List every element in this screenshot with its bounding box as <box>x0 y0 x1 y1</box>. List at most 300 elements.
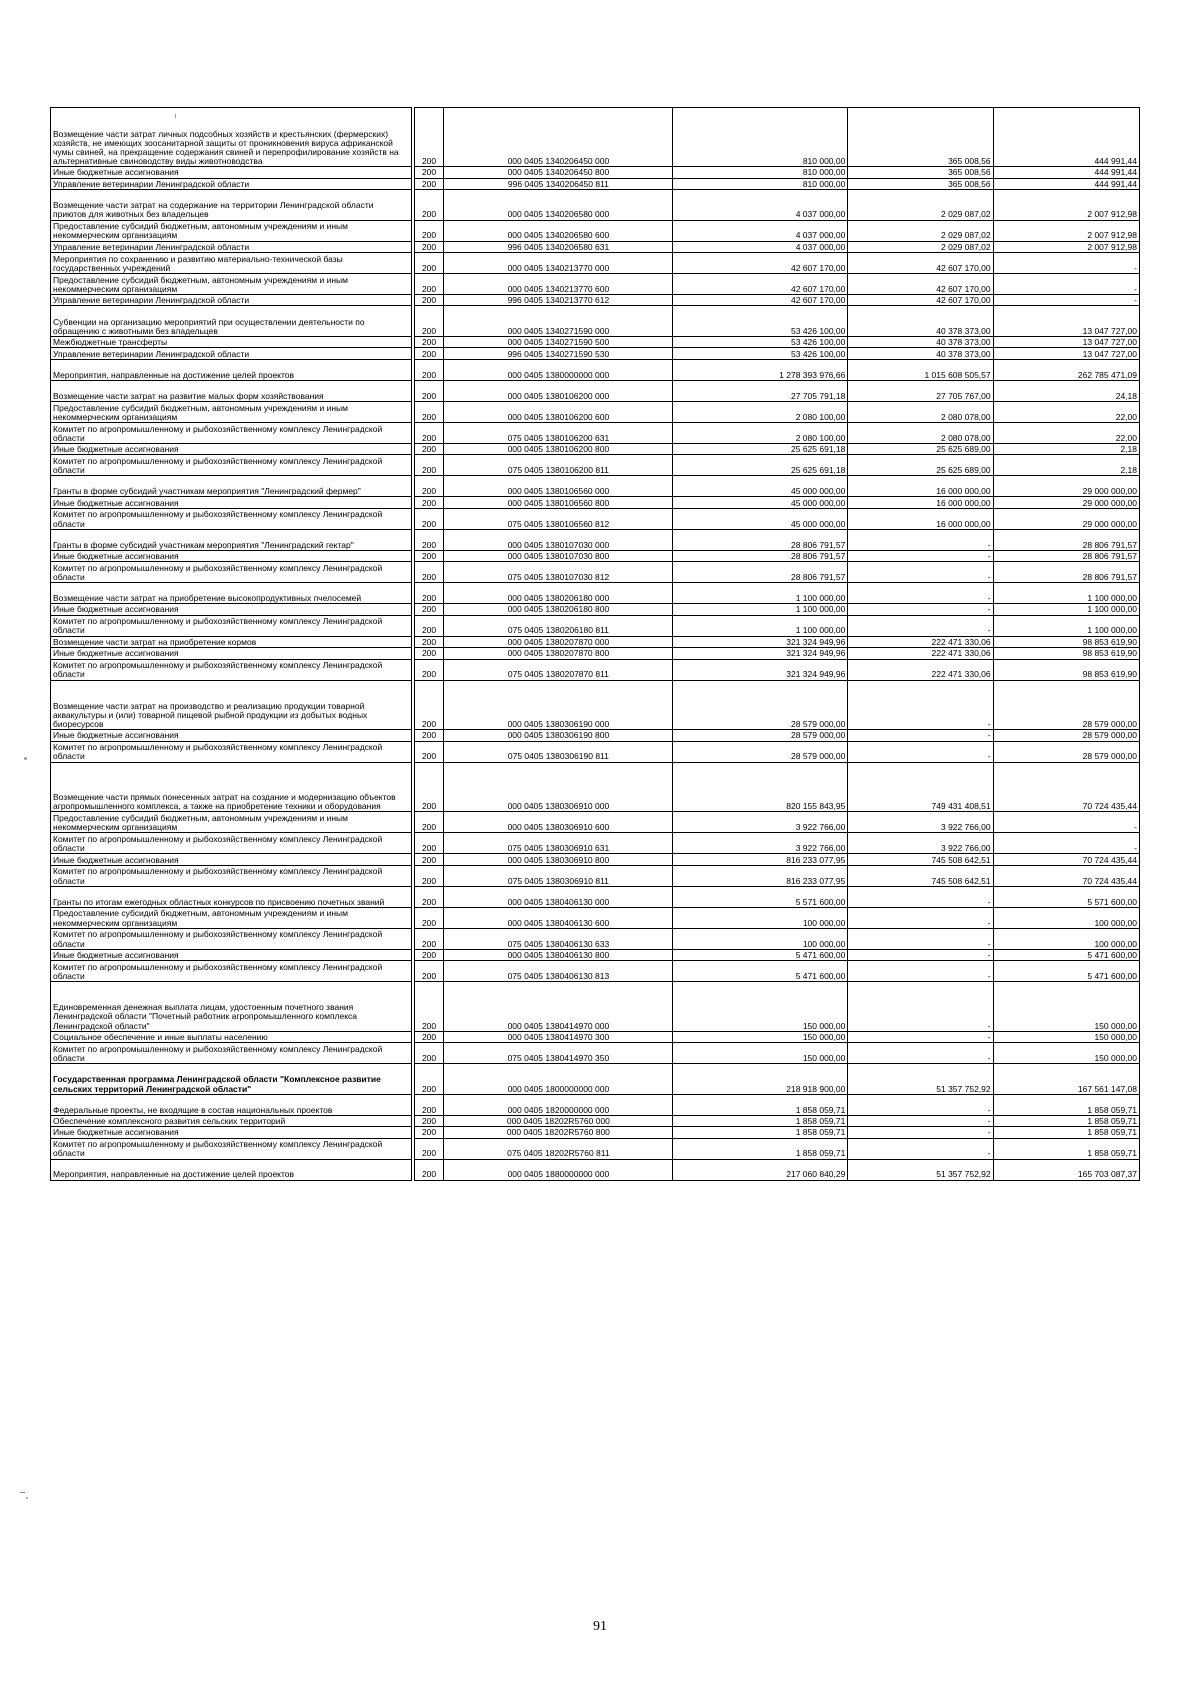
row-executed-amount: 42 607 170,00 <box>848 253 993 274</box>
row-plan-amount: 150 000,00 <box>673 1043 848 1064</box>
row-executed-amount: - <box>848 730 993 741</box>
row-budget-code: 075 0405 1380406130 633 <box>444 928 673 949</box>
row-executed-amount: - <box>848 1031 993 1042</box>
row-name: Комитет по агропромышленному и рыбохозяйственному комплексу Ленинградской области <box>51 833 412 854</box>
row-executed-amount: 745 508 642,51 <box>848 865 993 886</box>
row-name: Мероприятия, направленные на достижение целей проектов <box>51 359 412 380</box>
row-line-code: 200 <box>414 1159 444 1180</box>
row-remaining-amount: - <box>993 274 1139 295</box>
row-name: Социальное обеспечение и иные выплаты населению <box>51 1031 412 1042</box>
row-name: Возмещение части затрат на приобретение кормов <box>51 636 412 647</box>
row-budget-code: 000 0405 1380106560 000 <box>444 476 673 497</box>
row-plan-amount: 2 080 100,00 <box>673 422 848 443</box>
row-name: Иные бюджетные ассигнования <box>51 1127 412 1138</box>
row-executed-amount: 2 080 078,00 <box>848 401 993 422</box>
row-name: Обеспечение комплексного развития сельских территорий <box>51 1115 412 1126</box>
row-plan-amount: 816 233 077,95 <box>673 854 848 865</box>
row-line-code: 200 <box>414 648 444 659</box>
row-plan-amount: 4 037 000,00 <box>673 241 848 252</box>
row-line-code: 200 <box>414 359 444 380</box>
row-name: Мероприятия по сохранению и развитию материально-технической базы государственных учреждений <box>51 253 412 274</box>
row-line-code: 200 <box>414 865 444 886</box>
row-budget-code: 000 0405 1340271590 500 <box>444 337 673 348</box>
row-executed-amount: - <box>848 961 993 982</box>
row-name: Комитет по агропромышленному и рыбохозяйственному комплексу Ленинградской области <box>51 1138 412 1159</box>
row-name: Предоставление субсидий бюджетным, автономным учреждениям и иным некоммерческим организациям <box>51 907 412 928</box>
row-executed-amount: 222 471 330,06 <box>848 648 993 659</box>
row-name: Управление ветеринарии Ленинградской области <box>51 348 412 359</box>
row-name: Иные бюджетные ассигнования <box>51 550 412 561</box>
row-plan-amount: 810 000,00 <box>673 108 848 167</box>
row-name: Комитет по агропромышленному и рыбохозяйственному комплексу Ленинградской области <box>51 508 412 529</box>
row-line-code: 200 <box>414 295 444 306</box>
row-line-code: 200 <box>414 167 444 178</box>
row-name: Возмещение части затрат на производство и реализацию продукции товарной аквакультуры и (или) товарной пищевой рыбной продукции из добытых водных биоресурсов <box>51 680 412 730</box>
row-plan-amount: 25 625 691,18 <box>673 455 848 476</box>
row-line-code: 200 <box>414 220 444 241</box>
row-line-code: 200 <box>414 253 444 274</box>
row-remaining-amount: 1 858 059,71 <box>993 1115 1139 1126</box>
table-row <box>51 295 1140 306</box>
table-row <box>51 220 1140 241</box>
row-plan-amount: 150 000,00 <box>673 982 848 1032</box>
row-name: Предоставление субсидий бюджетным, автономным учреждениям и иным некоммерческим организациям <box>51 812 412 833</box>
row-budget-code: 000 0405 1380306190 800 <box>444 730 673 741</box>
row-remaining-amount: 13 047 727,00 <box>993 337 1139 348</box>
row-remaining-amount: 70 724 435,44 <box>993 762 1139 812</box>
row-remaining-amount: 5 471 600,00 <box>993 949 1139 960</box>
row-line-code: 200 <box>414 812 444 833</box>
row-name: Гранты по итогам ежегодных областных конкурсов по присвоению почетных званий <box>51 886 412 907</box>
row-remaining-amount: 28 579 000,00 <box>993 730 1139 741</box>
row-name: Комитет по агропромышленному и рыбохозяйственному комплексу Ленинградской области <box>51 961 412 982</box>
row-executed-amount: 3 922 766,00 <box>848 833 993 854</box>
row-budget-code: 000 0405 1380306910 000 <box>444 762 673 812</box>
row-executed-amount: 25 625 689,00 <box>848 443 993 454</box>
table-row <box>51 680 1140 730</box>
row-plan-amount: 28 579 000,00 <box>673 680 848 730</box>
row-executed-amount: 51 357 752,92 <box>848 1064 993 1095</box>
row-plan-amount: 321 324 949,96 <box>673 636 848 647</box>
table-row <box>51 108 1140 167</box>
row-name: Гранты в форме субсидий участникам мероприятия "Ленинградский фермер" <box>51 476 412 497</box>
table-row <box>51 982 1140 1032</box>
row-executed-amount: - <box>848 928 993 949</box>
table-row <box>51 497 1140 508</box>
row-plan-amount: 5 471 600,00 <box>673 961 848 982</box>
table-row <box>51 178 1140 189</box>
row-executed-amount: - <box>848 583 993 604</box>
table-row <box>51 741 1140 762</box>
row-executed-amount: 1 015 608 505,57 <box>848 359 993 380</box>
row-budget-code: 075 0405 18202R5760 811 <box>444 1138 673 1159</box>
row-name: Гранты в форме субсидий участникам мероприятия "Ленинградский гектар" <box>51 529 412 550</box>
row-budget-code: 000 0405 1380406130 000 <box>444 886 673 907</box>
row-line-code: 200 <box>414 583 444 604</box>
row-name: Комитет по агропромышленному и рыбохозяйственному комплексу Ленинградской области <box>51 562 412 583</box>
row-remaining-amount: 70 724 435,44 <box>993 865 1139 886</box>
row-budget-code: 000 0405 1380306190 000 <box>444 680 673 730</box>
row-remaining-amount: 98 853 619,90 <box>993 648 1139 659</box>
row-plan-amount: 217 060 840,29 <box>673 1159 848 1180</box>
row-name: Возмещение части затрат на приобретение высокопродуктивных пчелосемей <box>51 583 412 604</box>
table-row <box>51 615 1140 636</box>
row-line-code: 200 <box>414 615 444 636</box>
row-executed-amount: - <box>848 982 993 1032</box>
table-row <box>51 508 1140 529</box>
row-line-code: 200 <box>414 730 444 741</box>
row-line-code: 200 <box>414 1127 444 1138</box>
row-remaining-amount: 262 785 471,09 <box>993 359 1139 380</box>
row-plan-amount: 28 806 791,57 <box>673 529 848 550</box>
table-row <box>51 274 1140 295</box>
row-budget-code: 000 0405 1340206580 000 <box>444 190 673 221</box>
row-budget-code: 996 0405 1340206580 631 <box>444 241 673 252</box>
row-executed-amount: 42 607 170,00 <box>848 295 993 306</box>
row-budget-code: 075 0405 1380306190 811 <box>444 741 673 762</box>
row-plan-amount: 1 858 059,71 <box>673 1127 848 1138</box>
row-name: Федеральные проекты, не входящие в состав национальных проектов <box>51 1094 412 1115</box>
row-budget-code: 075 0405 1380106200 811 <box>444 455 673 476</box>
row-remaining-amount: 2,18 <box>993 443 1139 454</box>
row-remaining-amount: 444 991,44 <box>993 178 1139 189</box>
row-plan-amount: 28 806 791,57 <box>673 550 848 561</box>
row-line-code: 200 <box>414 241 444 252</box>
row-remaining-amount: 29 000 000,00 <box>993 497 1139 508</box>
row-plan-amount: 4 037 000,00 <box>673 190 848 221</box>
row-remaining-amount: 1 858 059,71 <box>993 1138 1139 1159</box>
row-budget-code: 000 0405 18202R5760 000 <box>444 1115 673 1126</box>
row-line-code: 200 <box>414 562 444 583</box>
row-line-code: 200 <box>414 497 444 508</box>
row-budget-code: 000 0405 18202R5760 800 <box>444 1127 673 1138</box>
row-executed-amount: 40 378 373,00 <box>848 337 993 348</box>
row-line-code: 200 <box>414 337 444 348</box>
row-line-code: 200 <box>414 928 444 949</box>
scan-speck <box>26 1497 28 1499</box>
row-plan-amount: 150 000,00 <box>673 1031 848 1042</box>
row-budget-code: 000 0405 1380306910 800 <box>444 854 673 865</box>
row-executed-amount: 2 029 087,02 <box>848 220 993 241</box>
row-executed-amount: - <box>848 1138 993 1159</box>
row-budget-code: 000 0405 1340213770 600 <box>444 274 673 295</box>
row-line-code: 200 <box>414 401 444 422</box>
row-line-code: 200 <box>414 274 444 295</box>
row-budget-code: 996 0405 1340206450 811 <box>444 178 673 189</box>
table-row <box>51 422 1140 443</box>
row-executed-amount: 16 000 000,00 <box>848 476 993 497</box>
row-name: Комитет по агропромышленному и рыбохозяйственному комплексу Ленинградской области <box>51 928 412 949</box>
row-name: Возмещение части прямых понесенных затрат на создание и модернизацию объектов агропромышленного комплекса, а также на приобретение техники и оборудования <box>51 762 412 812</box>
row-name: Управление ветеринарии Ленинградской области <box>51 178 412 189</box>
row-remaining-amount: 1 858 059,71 <box>993 1127 1139 1138</box>
table-row <box>51 762 1140 812</box>
table-row <box>51 833 1140 854</box>
row-plan-amount: 810 000,00 <box>673 178 848 189</box>
row-plan-amount: 53 426 100,00 <box>673 348 848 359</box>
row-budget-code: 000 0405 1380306910 600 <box>444 812 673 833</box>
row-budget-code: 000 0405 1340271590 000 <box>444 306 673 337</box>
row-budget-code: 000 0405 1340206450 000 <box>444 108 673 167</box>
row-name: Иные бюджетные ассигнования <box>51 730 412 741</box>
row-budget-code: 000 0405 1380207870 800 <box>444 648 673 659</box>
row-budget-code: 000 0405 1380106200 000 <box>444 380 673 401</box>
row-executed-amount: 40 378 373,00 <box>848 348 993 359</box>
row-remaining-amount: 13 047 727,00 <box>993 348 1139 359</box>
row-line-code: 200 <box>414 380 444 401</box>
row-name: Предоставление субсидий бюджетным, автономным учреждениям и иным некоммерческим организациям <box>51 401 412 422</box>
row-budget-code: 000 0405 1380106200 600 <box>444 401 673 422</box>
row-name: Возмещение части затрат на развитие малых форм хозяйствования <box>51 380 412 401</box>
row-name: Управление ветеринарии Ленинградской области <box>51 295 412 306</box>
row-remaining-amount: - <box>993 295 1139 306</box>
row-remaining-amount: 1 100 000,00 <box>993 604 1139 615</box>
row-line-code: 200 <box>414 550 444 561</box>
row-remaining-amount: - <box>993 812 1139 833</box>
table-row <box>51 1043 1140 1064</box>
row-line-code: 200 <box>414 762 444 812</box>
row-plan-amount: 28 579 000,00 <box>673 730 848 741</box>
row-remaining-amount: 28 806 791,57 <box>993 529 1139 550</box>
row-remaining-amount: 2 007 912,98 <box>993 190 1139 221</box>
scan-speck <box>24 757 27 760</box>
row-executed-amount: 365 008,56 <box>848 178 993 189</box>
row-plan-amount: 53 426 100,00 <box>673 337 848 348</box>
row-remaining-amount: 444 991,44 <box>993 167 1139 178</box>
table-row <box>51 1159 1140 1180</box>
row-budget-code: 000 0405 1380106200 800 <box>444 443 673 454</box>
row-executed-amount: 745 508 642,51 <box>848 854 993 865</box>
row-budget-code: 000 0405 1380414970 300 <box>444 1031 673 1042</box>
row-plan-amount: 53 426 100,00 <box>673 306 848 337</box>
table-row <box>51 1115 1140 1126</box>
row-plan-amount: 1 100 000,00 <box>673 615 848 636</box>
row-name: Возмещение части затрат на содержание на территории Ленинградской области приютов для животных без владельцев <box>51 190 412 221</box>
row-budget-code: 000 0405 1380107030 000 <box>444 529 673 550</box>
table-row <box>51 1138 1140 1159</box>
table-row <box>51 401 1140 422</box>
table-row <box>51 1064 1140 1095</box>
row-name: Иные бюджетные ассигнования <box>51 167 412 178</box>
row-executed-amount: 25 625 689,00 <box>848 455 993 476</box>
row-line-code: 200 <box>414 190 444 221</box>
table-row <box>51 659 1140 680</box>
row-executed-amount: - <box>848 949 993 960</box>
row-executed-amount: 2 080 078,00 <box>848 422 993 443</box>
row-plan-amount: 1 278 393 976,66 <box>673 359 848 380</box>
row-plan-amount: 45 000 000,00 <box>673 476 848 497</box>
row-line-code: 200 <box>414 854 444 865</box>
row-budget-code: 075 0405 1380106200 631 <box>444 422 673 443</box>
table-row <box>51 253 1140 274</box>
row-executed-amount: 222 471 330,06 <box>848 636 993 647</box>
row-budget-code: 000 0405 1380406130 800 <box>444 949 673 960</box>
row-budget-code: 000 0405 1380207870 000 <box>444 636 673 647</box>
row-budget-code: 996 0405 1340271590 530 <box>444 348 673 359</box>
table-row <box>51 550 1140 561</box>
row-line-code: 200 <box>414 886 444 907</box>
row-line-code: 200 <box>414 961 444 982</box>
row-name: Комитет по агропромышленному и рыбохозяйственному комплексу Ленинградской области <box>51 455 412 476</box>
table-row <box>51 529 1140 550</box>
row-executed-amount: - <box>848 907 993 928</box>
row-line-code: 200 <box>414 1043 444 1064</box>
row-name: Комитет по агропромышленному и рыбохозяйственному комплексу Ленинградской области <box>51 422 412 443</box>
row-line-code: 200 <box>414 508 444 529</box>
row-executed-amount: 42 607 170,00 <box>848 274 993 295</box>
row-line-code: 200 <box>414 1115 444 1126</box>
row-plan-amount: 2 080 100,00 <box>673 401 848 422</box>
row-name: Предоставление субсидий бюджетным, автономным учреждениям и иным некоммерческим организациям <box>51 274 412 295</box>
table-row <box>51 306 1140 337</box>
row-name: Государственная программа Ленинградской области "Комплексное развитие сельских территорий Ленинградской области" <box>51 1064 412 1095</box>
row-budget-code: 075 0405 1380206180 811 <box>444 615 673 636</box>
table-row <box>51 886 1140 907</box>
row-executed-amount: 2 029 087,02 <box>848 241 993 252</box>
row-name: Иные бюджетные ассигнования <box>51 497 412 508</box>
row-executed-amount: - <box>848 529 993 550</box>
row-remaining-amount: 22,00 <box>993 401 1139 422</box>
row-line-code: 200 <box>414 348 444 359</box>
row-plan-amount: 100 000,00 <box>673 907 848 928</box>
row-line-code: 200 <box>414 604 444 615</box>
table-row <box>51 961 1140 982</box>
row-budget-code: 000 0405 1380406130 600 <box>444 907 673 928</box>
table-row <box>51 337 1140 348</box>
row-line-code: 200 <box>414 907 444 928</box>
table-row <box>51 190 1140 221</box>
row-budget-code: 000 0405 1800000000 000 <box>444 1064 673 1095</box>
row-name: Комитет по агропромышленному и рыбохозяйственному комплексу Ленинградской области <box>51 865 412 886</box>
row-remaining-amount: 28 579 000,00 <box>993 680 1139 730</box>
row-remaining-amount: 5 571 600,00 <box>993 886 1139 907</box>
row-plan-amount: 1 100 000,00 <box>673 583 848 604</box>
row-executed-amount: 51 357 752,92 <box>848 1159 993 1180</box>
row-plan-amount: 1 100 000,00 <box>673 604 848 615</box>
table-row <box>51 865 1140 886</box>
row-line-code: 200 <box>414 636 444 647</box>
table-row <box>51 562 1140 583</box>
row-executed-amount: 222 471 330,06 <box>848 659 993 680</box>
table-row <box>51 636 1140 647</box>
row-remaining-amount: 1 858 059,71 <box>993 1094 1139 1115</box>
row-line-code: 200 <box>414 949 444 960</box>
row-line-code: 200 <box>414 741 444 762</box>
row-plan-amount: 42 607 170,00 <box>673 295 848 306</box>
row-remaining-amount: 1 100 000,00 <box>993 615 1139 636</box>
row-executed-amount: - <box>848 680 993 730</box>
row-name: Управление ветеринарии Ленинградской области <box>51 241 412 252</box>
row-remaining-amount: 98 853 619,90 <box>993 659 1139 680</box>
row-name: Иные бюджетные ассигнования <box>51 854 412 865</box>
row-line-code: 200 <box>414 833 444 854</box>
row-remaining-amount: - <box>993 833 1139 854</box>
table-row <box>51 928 1140 949</box>
table-row <box>51 443 1140 454</box>
row-remaining-amount: 2 007 912,98 <box>993 241 1139 252</box>
row-line-code: 200 <box>414 659 444 680</box>
row-plan-amount: 25 625 691,18 <box>673 443 848 454</box>
row-executed-amount: - <box>848 1094 993 1115</box>
row-executed-amount: - <box>848 604 993 615</box>
row-remaining-amount: 29 000 000,00 <box>993 508 1139 529</box>
row-executed-amount: 16 000 000,00 <box>848 508 993 529</box>
row-remaining-amount: 29 000 000,00 <box>993 476 1139 497</box>
row-remaining-amount: 167 561 147,08 <box>993 1064 1139 1095</box>
row-line-code: 200 <box>414 108 444 167</box>
row-remaining-amount: 165 703 087,37 <box>993 1159 1139 1180</box>
row-plan-amount: 100 000,00 <box>673 928 848 949</box>
row-line-code: 200 <box>414 476 444 497</box>
row-plan-amount: 810 000,00 <box>673 167 848 178</box>
row-budget-code: 000 0405 1380206180 800 <box>444 604 673 615</box>
row-budget-code: 075 0405 1380414970 350 <box>444 1043 673 1064</box>
row-budget-code: 075 0405 1380106560 812 <box>444 508 673 529</box>
row-name: Комитет по агропромышленному и рыбохозяйственному комплексу Ленинградской области <box>51 615 412 636</box>
scan-speck <box>20 1492 25 1493</box>
page-number: 91 <box>593 1619 607 1634</box>
row-remaining-amount: 2,18 <box>993 455 1139 476</box>
row-name: Предоставление субсидий бюджетным, автономным учреждениям и иным некоммерческим организациям <box>51 220 412 241</box>
row-plan-amount: 3 922 766,00 <box>673 833 848 854</box>
row-remaining-amount: 28 579 000,00 <box>993 741 1139 762</box>
row-executed-amount: 365 008,56 <box>848 108 993 167</box>
row-remaining-amount: 70 724 435,44 <box>993 854 1139 865</box>
row-name: Комитет по агропромышленному и рыбохозяйственному комплексу Ленинградской области <box>51 659 412 680</box>
row-executed-amount: - <box>848 550 993 561</box>
row-budget-code: 000 0405 1340206580 600 <box>444 220 673 241</box>
row-remaining-amount: 13 047 727,00 <box>993 306 1139 337</box>
row-remaining-amount: 100 000,00 <box>993 928 1139 949</box>
row-budget-code: 000 0405 1380106560 800 <box>444 497 673 508</box>
row-budget-code: 000 0405 1380000000 000 <box>444 359 673 380</box>
row-executed-amount: 749 431 408,51 <box>848 762 993 812</box>
row-remaining-amount: 150 000,00 <box>993 1031 1139 1042</box>
row-plan-amount: 5 471 600,00 <box>673 949 848 960</box>
row-remaining-amount: - <box>993 253 1139 274</box>
row-budget-code: 000 0405 1880000000 000 <box>444 1159 673 1180</box>
row-budget-code: 000 0405 1380206180 000 <box>444 583 673 604</box>
table-row <box>51 455 1140 476</box>
row-remaining-amount: 100 000,00 <box>993 907 1139 928</box>
row-remaining-amount: 28 806 791,57 <box>993 550 1139 561</box>
row-line-code: 200 <box>414 982 444 1032</box>
row-executed-amount: - <box>848 615 993 636</box>
table-row <box>51 241 1140 252</box>
row-remaining-amount: 28 806 791,57 <box>993 562 1139 583</box>
row-plan-amount: 816 233 077,95 <box>673 865 848 886</box>
row-remaining-amount: 1 100 000,00 <box>993 583 1139 604</box>
row-line-code: 200 <box>414 306 444 337</box>
row-budget-code: 996 0405 1340213770 612 <box>444 295 673 306</box>
row-budget-code: 000 0405 1820000000 000 <box>444 1094 673 1115</box>
row-plan-amount: 45 000 000,00 <box>673 508 848 529</box>
row-line-code: 200 <box>414 455 444 476</box>
table-row <box>51 949 1140 960</box>
row-budget-code: 000 0405 1380414970 000 <box>444 982 673 1032</box>
row-name: Субвенции на организацию мероприятий при осуществлении деятельности по обращению с животными без владельцев <box>51 306 412 337</box>
row-budget-code: 000 0405 1340213770 000 <box>444 253 673 274</box>
row-executed-amount: 2 029 087,02 <box>848 190 993 221</box>
row-line-code: 200 <box>414 1064 444 1095</box>
row-plan-amount: 1 858 059,71 <box>673 1138 848 1159</box>
row-name: Иные бюджетные ассигнования <box>51 648 412 659</box>
table-row <box>51 476 1140 497</box>
row-plan-amount: 4 037 000,00 <box>673 220 848 241</box>
row-plan-amount: 1 858 059,71 <box>673 1094 848 1115</box>
table-row <box>51 604 1140 615</box>
row-plan-amount: 27 705 791,18 <box>673 380 848 401</box>
